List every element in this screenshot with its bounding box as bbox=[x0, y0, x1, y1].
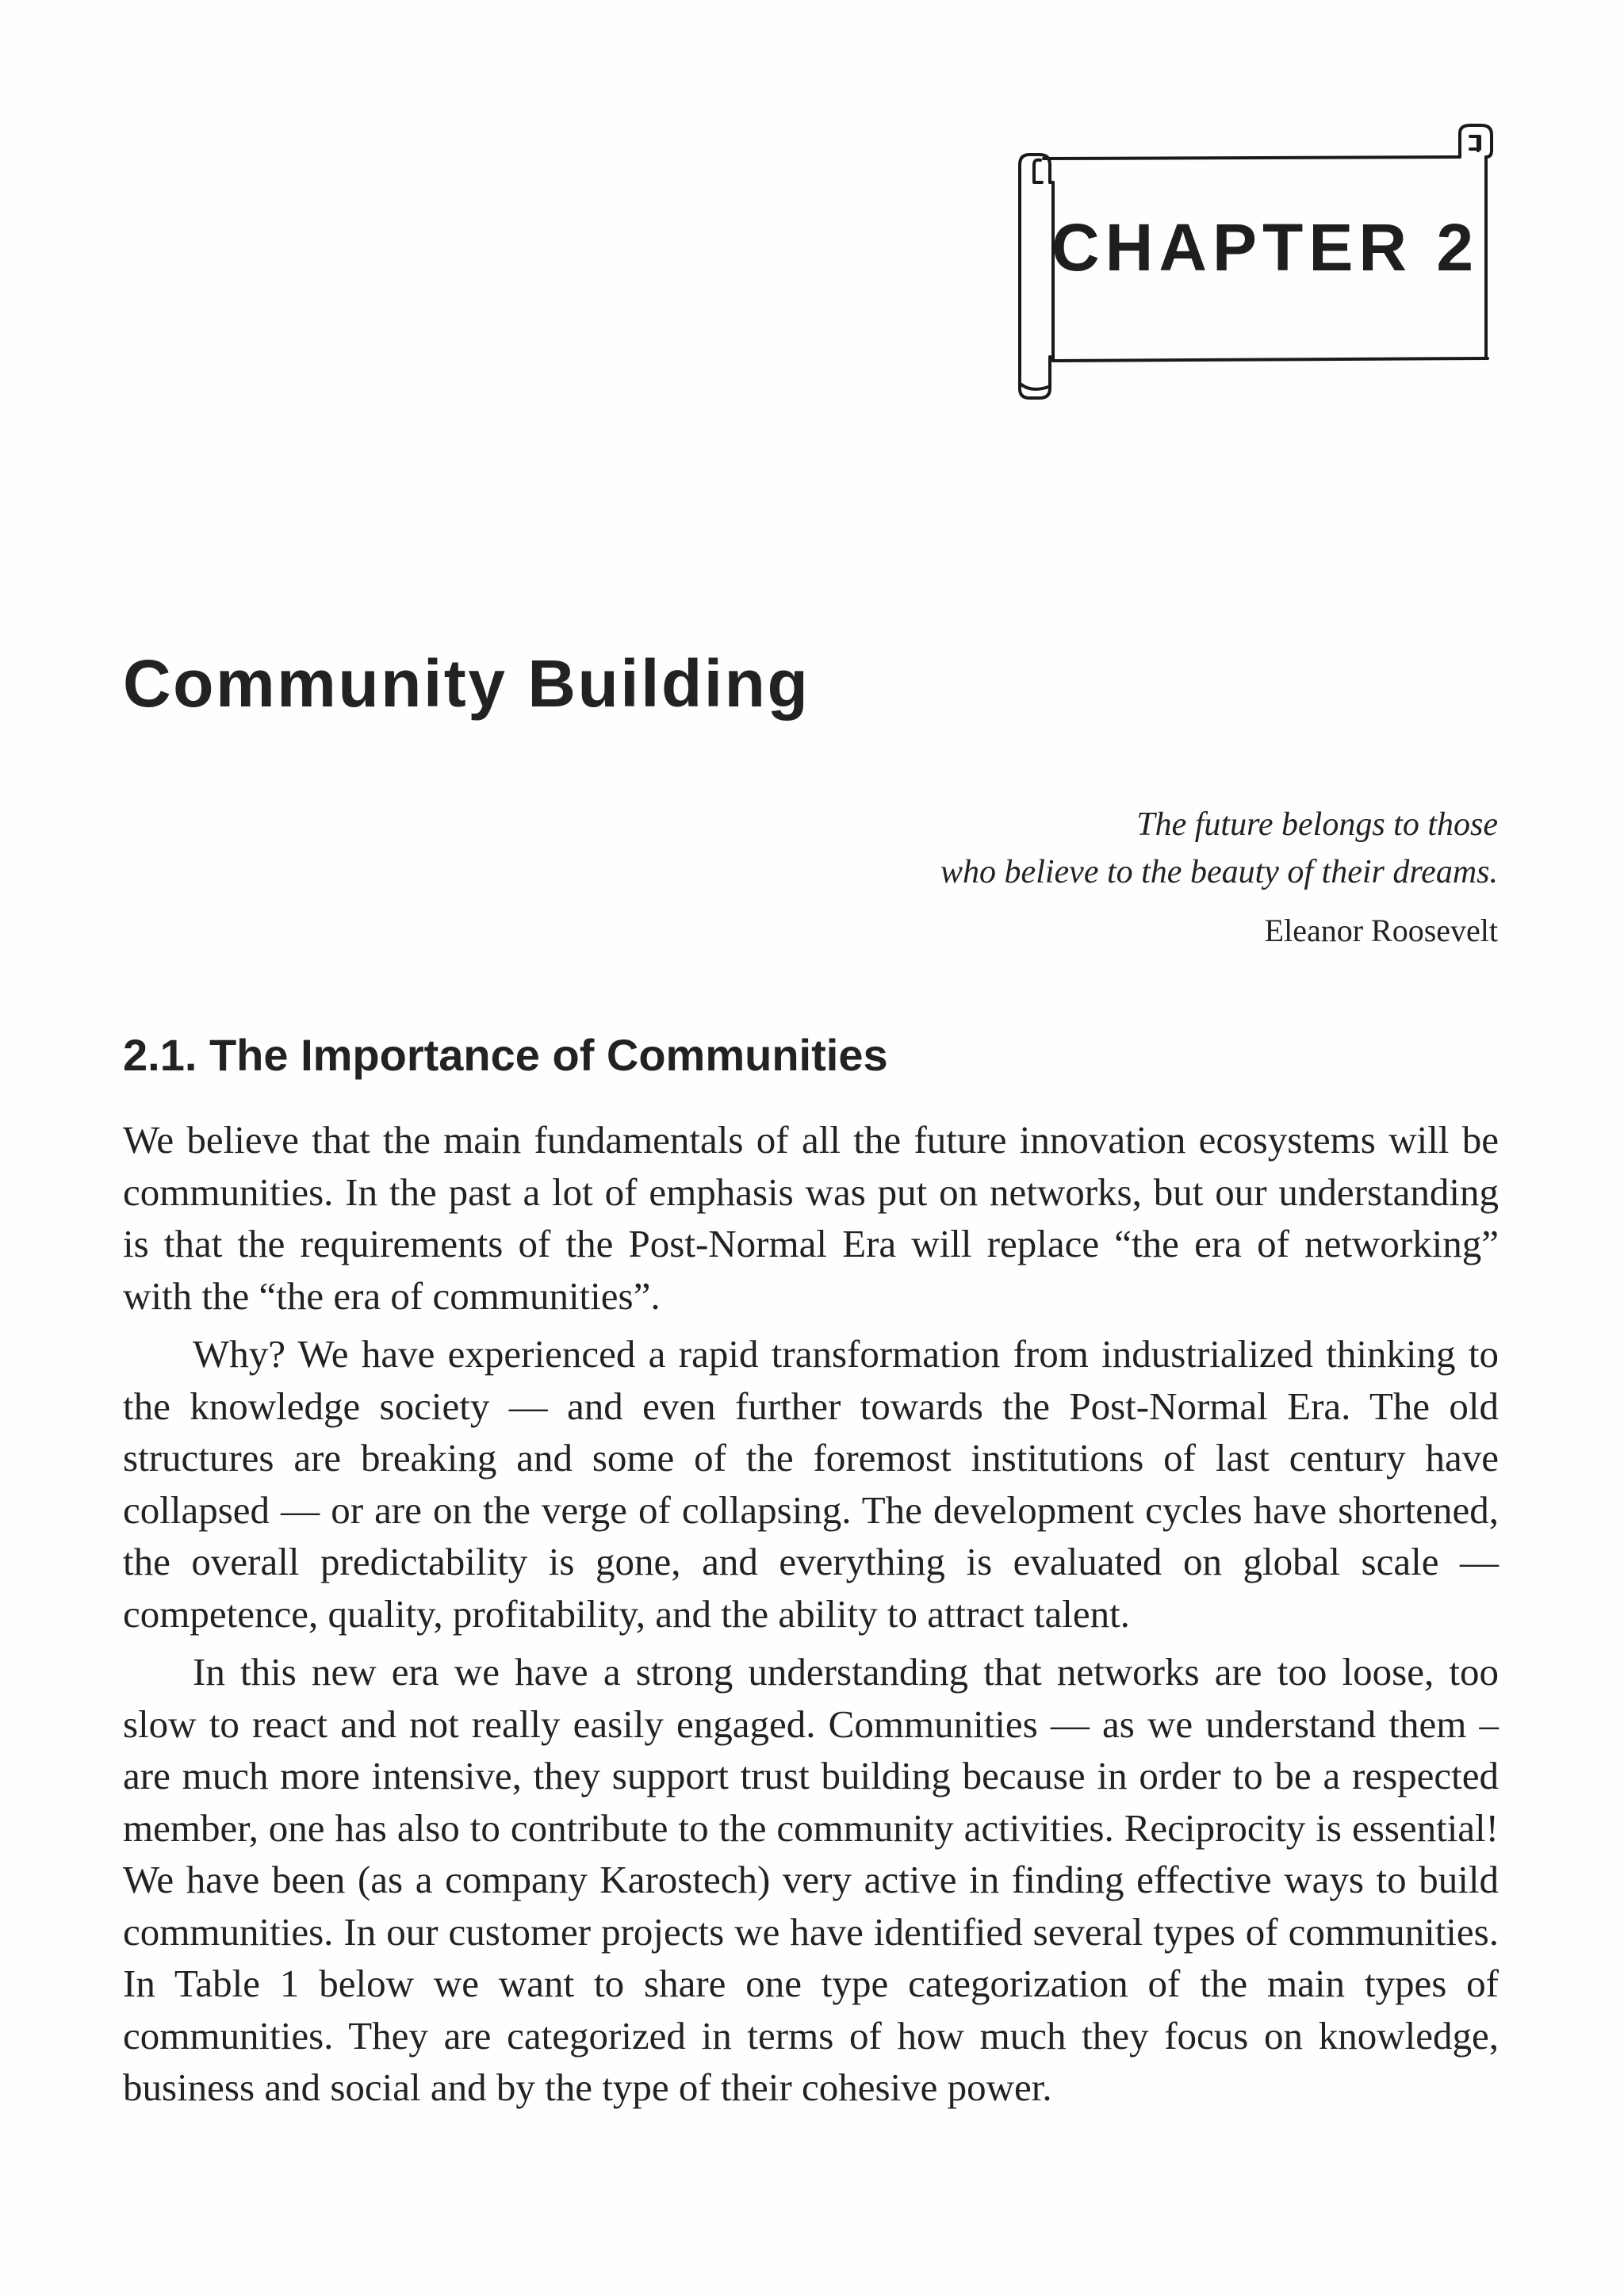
paragraph-3: In this new era we have a strong understanding that networks are too loose, too slow to react and not really easily engaged. Communities — as we understand them – are much more intensive, they support trust building because in order to be a respected member, one has also to contribute to the community activities. Reciprocity is essential! We have been (as a company Karostech) very active in finding effective ways to build communities. In our customer projects we have identified several types of communities. In Table 1 below we want to share one type categorization of the main types of communities. They are categorized in terms of how much they focus on knowledge, business and social and by the type of their cohesive power. bbox=[123, 1650, 1499, 2109]
chapter-label: CHAPTER 2 bbox=[1051, 210, 1480, 285]
epigraph-line-1: The future belongs to those bbox=[1136, 806, 1498, 843]
epigraph-line-2: who believe to the beauty of their dreams. bbox=[940, 854, 1498, 890]
section-heading: 2.1. The Importance of Communities bbox=[123, 1030, 888, 1080]
epigraph-author: Eleanor Roosevelt bbox=[1264, 913, 1498, 948]
chapter-scroll-banner bbox=[1004, 119, 1503, 412]
chapter-title: Community Building bbox=[123, 646, 810, 721]
paragraph-1: We believe that the main fundamentals of all the future innovation ecosystems will be communities. In the past a lot of emphasis was put on networks, but our understanding is that the requirements of the Post-Normal Era will replace “the era of networking” with the “the era of communities”. bbox=[123, 1118, 1499, 1318]
section-body bbox=[123, 1114, 1499, 2120]
epigraph bbox=[546, 801, 1498, 955]
paragraph-2: Why? We have experienced a rapid transformation from industrialized thinking to the knowledge society — and even further towards the Post-Normal Era. The old structures are breaking and some of the foremost institutions of last century have collapsed — or are on the verge of collapsing. The development cycles have shortened, the overall predictability is gone, and everything is evaluated on global scale — competence, quality, profitability, and the ability to attract talent. bbox=[123, 1332, 1499, 1636]
